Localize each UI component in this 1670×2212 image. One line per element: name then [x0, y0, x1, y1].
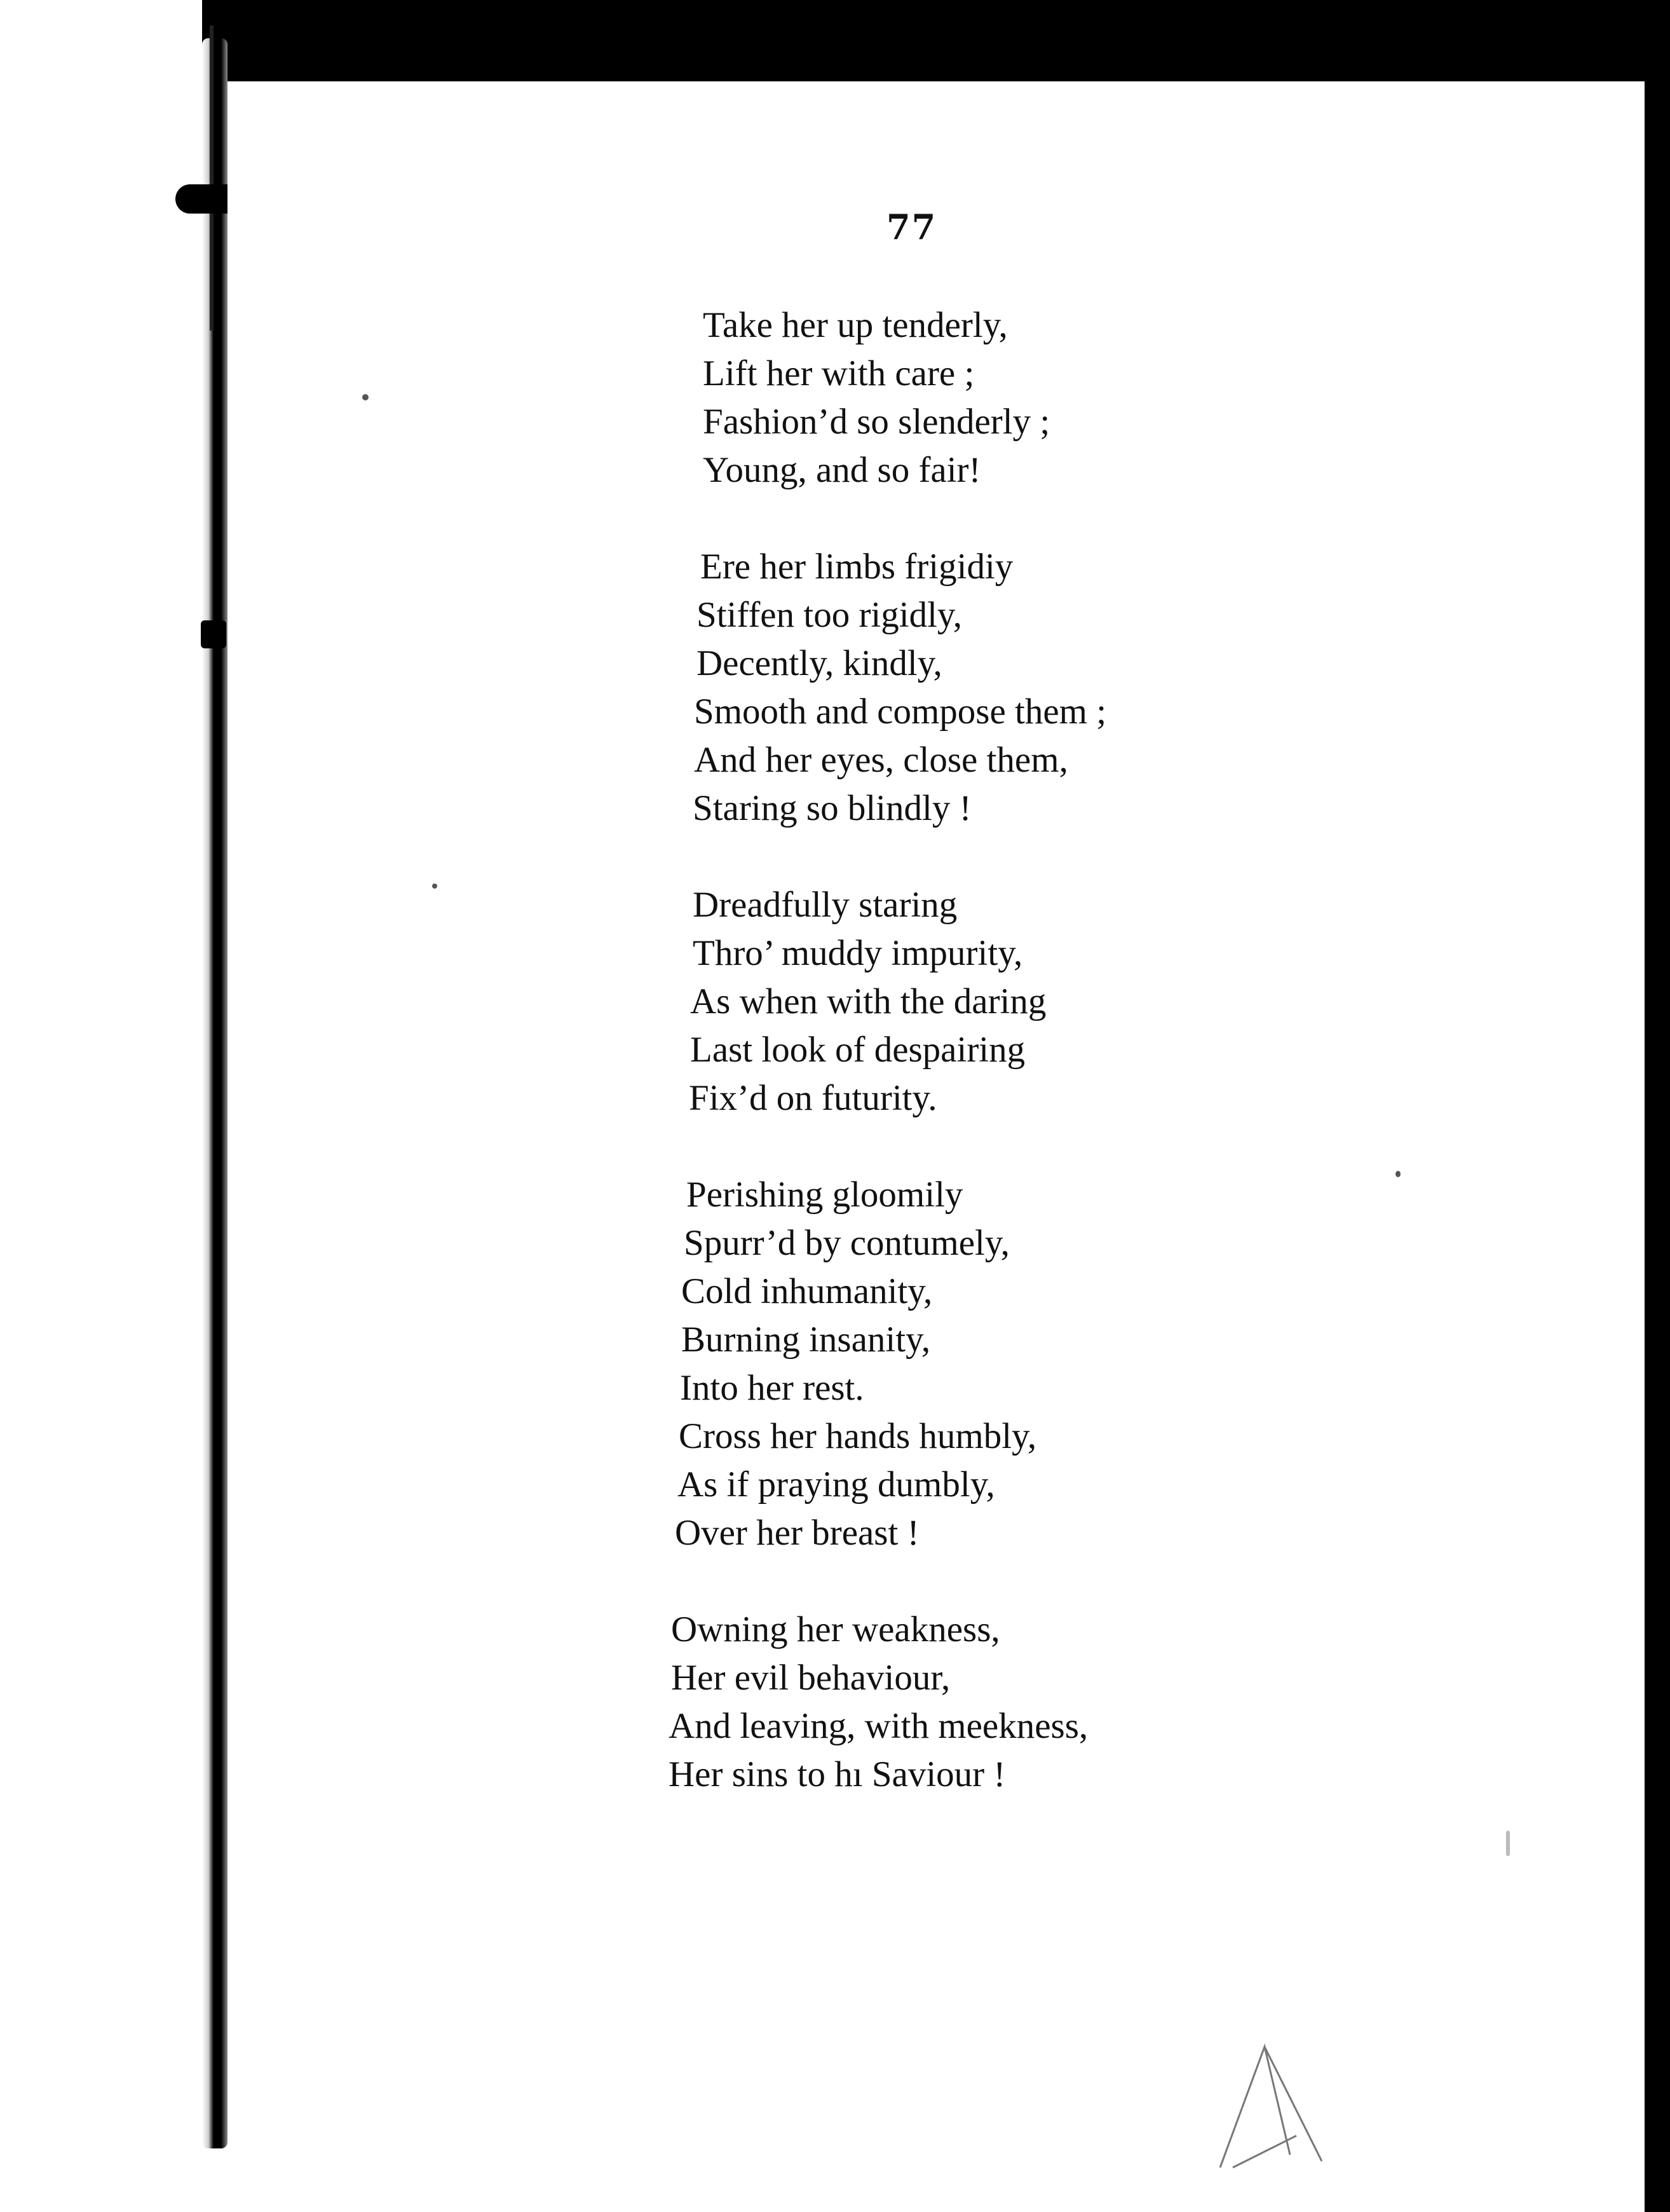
poem-line: Into her rest.	[680, 1368, 864, 1408]
poem-line: Cold inhumanity,	[681, 1271, 933, 1311]
poem-line: Her sins to hı Saviour !	[669, 1754, 1006, 1794]
facing-page	[0, 0, 202, 2212]
poem-line: Last look of despairing	[690, 1030, 1026, 1070]
poem-line: As if praying dumbly,	[677, 1464, 995, 1505]
poem-line: Take her up tenderly,	[703, 305, 1008, 345]
poem-line: Her evil behaviour,	[671, 1658, 951, 1698]
poem-line: Thro’ muddy impurity,	[693, 933, 1023, 973]
gutter-line	[210, 25, 214, 331]
poem-line: Dreadfully staring	[693, 885, 958, 925]
stanza	[667, 1171, 1557, 1557]
scan-right-border	[1645, 0, 1670, 2212]
scan-top-border	[191, 0, 1670, 81]
poem-line: Staring so blindly !	[693, 788, 972, 828]
poem-line: Perishing gloomily	[686, 1175, 963, 1215]
poem-line: Fix’d on futurity.	[689, 1078, 937, 1118]
poem-line: And leaving, with meekness,	[669, 1706, 1089, 1746]
stanza	[667, 301, 1557, 495]
stanza	[667, 1606, 1557, 1799]
torn-corner	[1195, 2009, 1360, 2174]
poem-line: Decently, kindly,	[696, 643, 942, 683]
scan-speck	[362, 394, 369, 400]
poem-line: Stiffen too rigidly,	[696, 595, 962, 635]
stanza	[667, 881, 1557, 1123]
poem-line: Spurr’d by contumely,	[684, 1223, 1010, 1263]
poem-line: Owning her weakness,	[671, 1609, 1000, 1649]
poem-line: Burning insanity,	[681, 1320, 931, 1360]
poem	[667, 301, 1557, 1847]
poem-line: Over her breast !	[675, 1513, 920, 1553]
poem-line: Fashion’d so slenderly ;	[703, 402, 1050, 442]
poem-line: Lift her with care ;	[703, 353, 975, 393]
poem-line: Smooth and compose them ;	[694, 692, 1107, 732]
spine-notch	[201, 620, 226, 648]
poem-line: Cross her hands humbly,	[679, 1416, 1037, 1456]
book-gutter	[202, 38, 227, 2148]
poem-line: Ere her limbs frigidiy	[700, 547, 1014, 587]
poem-line: And her eyes, close them,	[694, 740, 1068, 780]
page-number: 77	[886, 207, 937, 247]
poem-line: Young, and so fair!	[703, 450, 981, 490]
stanza	[667, 543, 1557, 833]
poem-line: As when with the daring	[690, 981, 1047, 1021]
scan-speck	[432, 884, 437, 889]
